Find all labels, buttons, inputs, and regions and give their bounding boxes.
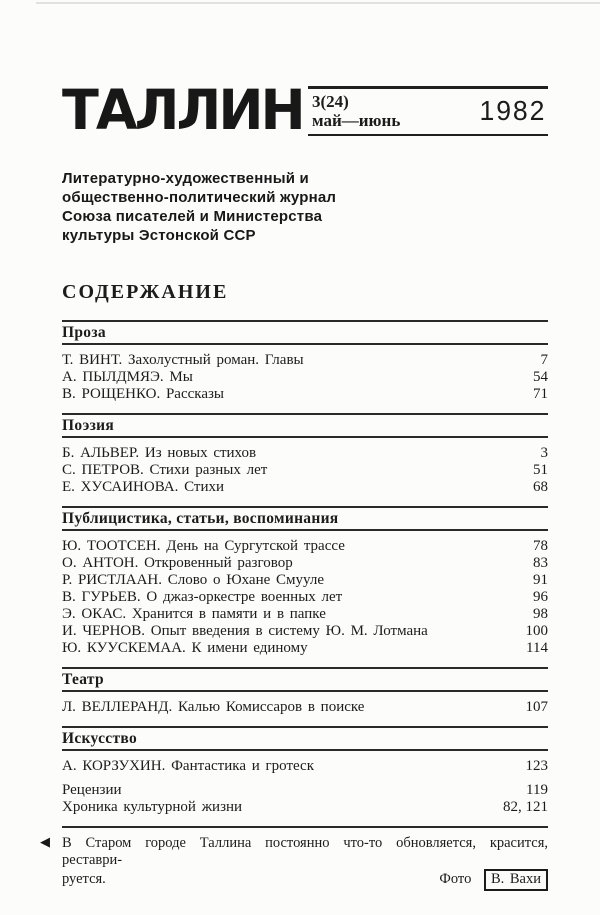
section-header: Искусство xyxy=(62,726,548,751)
toc-entry xyxy=(62,640,548,657)
issue-months: май—июнь xyxy=(312,110,401,130)
caption-line-2-text: руется. xyxy=(62,871,106,887)
contents-sections xyxy=(62,320,548,826)
toc-entry-title: Э. ОКАС. Хранится в памяти и в папке xyxy=(62,606,326,622)
photo-caption xyxy=(40,826,548,891)
toc-entry xyxy=(62,623,548,640)
toc-section xyxy=(62,667,548,726)
photo-credit-box: В. Вахи xyxy=(484,869,548,891)
subtitle-line: общественно-политический журнал xyxy=(62,189,337,206)
toc-entry-title: Р. РИСТЛААН. Слово о Юхане Смууле xyxy=(62,572,324,588)
toc-entry xyxy=(62,352,548,369)
toc-section xyxy=(62,726,548,826)
toc-entry-title: Рецензии xyxy=(62,782,122,798)
toc-entry-page: 3 xyxy=(540,445,548,461)
toc-entry xyxy=(62,479,548,496)
section-header: Проза xyxy=(62,320,548,345)
toc-section xyxy=(62,506,548,667)
toc-entry-title: О. АНТОН. Откровенный разговор xyxy=(62,555,293,571)
scan-artifact-line xyxy=(36,2,600,4)
toc-entry-title: В. РОЩЕНКО. Рассказы xyxy=(62,386,224,402)
toc-entry-page: 71 xyxy=(533,386,548,402)
issue-info-box xyxy=(308,86,548,136)
issue-year: 1982 xyxy=(479,94,546,126)
toc-section xyxy=(62,320,548,413)
toc-entry-page: 82, 121 xyxy=(503,799,548,815)
caption-line-1: В Старом городе Таллина постоянно что-то обновляется, красится, реставри- xyxy=(62,835,548,868)
toc-entry-title: Ю. ТООТСЕН. День на Сургутской трассе xyxy=(62,538,345,554)
masthead xyxy=(62,77,548,143)
section-header: Театр xyxy=(62,667,548,692)
toc-entry-page: 107 xyxy=(525,699,548,715)
toc-entry-page: 51 xyxy=(533,462,548,478)
toc-entry-page: 100 xyxy=(525,623,548,639)
toc-entry-title: А. ПЫЛДМЯЭ. Мы xyxy=(62,369,193,385)
section-header: Поэзия xyxy=(62,413,548,438)
toc-entry-page: 7 xyxy=(540,352,548,368)
triangle-left-icon: ◀ xyxy=(40,835,50,850)
magazine-subtitle xyxy=(62,169,548,245)
toc-entry-title: Хроника культурной жизни xyxy=(62,799,243,815)
toc-entry xyxy=(62,799,548,816)
section-item-list xyxy=(62,692,548,726)
issue-number-block xyxy=(312,92,400,130)
toc-entry-title: Т. ВИНТ. Захолустный роман. Главы xyxy=(62,352,304,368)
issue-number: 3(24) xyxy=(312,91,349,111)
toc-entry-page: 78 xyxy=(533,538,548,554)
toc-entry xyxy=(62,589,548,606)
magazine-logo: ТАЛЛИН xyxy=(62,77,303,143)
subtitle-line: Литературно-художественный и xyxy=(62,170,309,187)
toc-entry xyxy=(62,782,548,799)
toc-entry-page: 68 xyxy=(533,479,548,495)
section-item-list xyxy=(62,531,548,667)
toc-entry-page: 83 xyxy=(533,555,548,571)
toc-entry-page: 114 xyxy=(526,640,548,656)
contents-title: СОДЕРЖАНИЕ xyxy=(62,281,229,303)
toc-entry-title: Е. ХУСАИНОВА. Стихи xyxy=(62,479,225,495)
toc-entry-page: 123 xyxy=(525,758,548,774)
toc-entry-title: С. ПЕТРОВ. Стихи разных лет xyxy=(62,462,268,478)
toc-entry-page: 91 xyxy=(533,572,548,588)
toc-entry xyxy=(62,699,548,716)
toc-entry xyxy=(62,606,548,623)
photo-label: Фото xyxy=(439,871,472,887)
toc-section xyxy=(62,413,548,506)
toc-entry xyxy=(62,572,548,589)
toc-entry xyxy=(62,386,548,403)
toc-entry-title: Б. АЛЬВЕР. Из новых стихов xyxy=(62,445,257,461)
section-item-list xyxy=(62,751,548,826)
subtitle-line: культуры Эстонской ССР xyxy=(62,227,256,244)
subtitle-line: Союза писателей и Министерства xyxy=(62,208,323,225)
section-item-list xyxy=(62,438,548,506)
section-item-list xyxy=(62,345,548,413)
section-header: Публицистика, статьи, воспоминания xyxy=(62,506,548,531)
toc-entry-title: И. ЧЕРНОВ. Опыт введения в систему Ю. М. Лотмана xyxy=(62,623,428,639)
toc-entry xyxy=(62,758,548,775)
toc-entry xyxy=(62,538,548,555)
toc-entry-page: 119 xyxy=(526,782,548,798)
caption-line-2 xyxy=(62,869,548,891)
toc-entry-title: Ю. КУУСКЕМАА. К имени единому xyxy=(62,640,308,656)
toc-entry-title: Л. ВЕЛЛЕРАНД. Калью Комиссаров в поиске xyxy=(62,699,365,715)
toc-entry-page: 98 xyxy=(533,606,548,622)
toc-entry-page: 96 xyxy=(533,589,548,605)
toc-entry xyxy=(62,445,548,462)
toc-entry-page: 54 xyxy=(533,369,548,385)
toc-entry xyxy=(62,462,548,479)
toc-entry-title: А. КОРЗУХИН. Фантастика и гротеск xyxy=(62,758,314,774)
photo-credit-cluster xyxy=(439,869,548,891)
toc-entry-title: В. ГУРЬЕВ. О джаз-оркестре военных лет xyxy=(62,589,343,605)
toc-entry xyxy=(62,555,548,572)
toc-entry xyxy=(62,369,548,386)
